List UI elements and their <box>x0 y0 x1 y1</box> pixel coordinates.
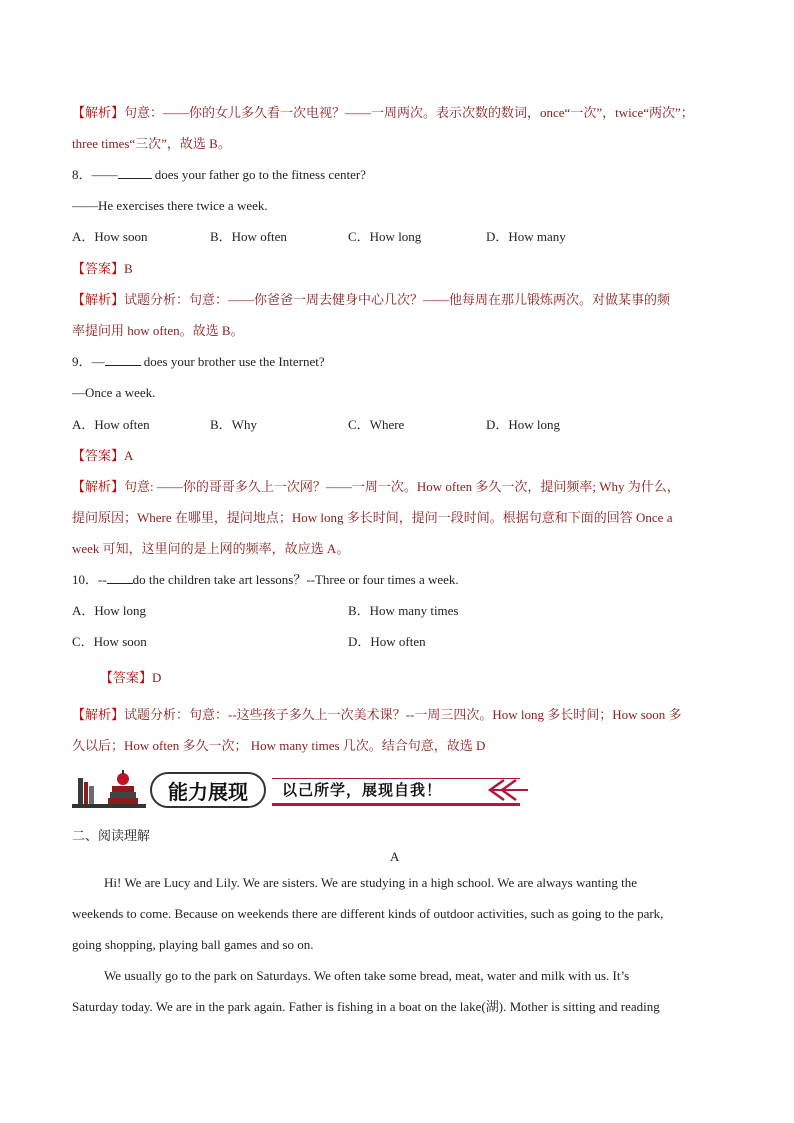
q8-reply: ——He exercises there twice a week. <box>72 198 268 213</box>
q8-option-c: C．How long <box>348 229 422 244</box>
q8-option-a: A．How soon <box>72 229 148 244</box>
q9-option-c: C．Where <box>348 417 405 432</box>
q9-analysis-line2: 提问原因；Where 在哪里，提问地点；How long 多长时间，提问一段时间。根据句意和下面的回答 Once a <box>72 510 673 525</box>
q10-option-a: A．How long <box>72 603 147 618</box>
q8-option-d: D．How many <box>486 229 566 244</box>
q9-answer: 【答案】A <box>72 448 134 463</box>
passage-paragraph2-line1: We usually go to the park on Saturdays. We often take some bread, meat, water and milk with us. It’s <box>104 968 630 983</box>
q9-stem: 9．— does your brother use the Internet? <box>72 354 325 369</box>
passage-paragraph1-line1: Hi! We are Lucy and Lily. We are sisters. We are studying in a high school. We are always wanting the <box>104 875 637 890</box>
arrow-left-icon <box>484 778 528 802</box>
q9-analysis-line1: 【解析】句意: ——你的哥哥多久上一次网？——一周一次。How often 多久一次，提问频率; Why 为什么， <box>72 479 680 494</box>
q10-option-d: D．How often <box>348 634 426 649</box>
passage-paragraph1-line2: weekends to come. Because on weekends there are different kinds of outdoor activities, such as going to the park, <box>72 906 664 921</box>
q8-stem: 8．—— does your father go to the fitness center? <box>72 167 366 182</box>
q10-answer: 【答案】D <box>100 670 162 685</box>
q10-stem: 10．-- do the children take art lessons？--Three or four times a week. <box>72 572 459 587</box>
section-banner <box>72 768 532 810</box>
books-apple-icon <box>72 768 148 810</box>
answer-blank <box>118 166 152 179</box>
passage-paragraph2-line2: Saturday today. We are in the park again. Father is fishing in a boat on the lake(湖). Mother is sitting and reading <box>72 999 660 1014</box>
q9-option-a: A．How often <box>72 417 150 432</box>
q10-option-c: C．How soon <box>72 634 147 649</box>
q7-analysis-line1: 【解析】句意：——你的女儿多久看一次电视？——一周两次。表示次数的数词，once“一次”，twice“两次”； <box>72 105 694 120</box>
q10-analysis-line2: 久以后；How often 多久一次； How many times 几次。结合句意，故选 D <box>72 738 486 753</box>
q8-analysis-line2: 率提问用 how often。故选 B。 <box>72 323 244 338</box>
q10-analysis-line1: 【解析】试题分析：句意：--这些孩子多久上一次美术课？--一周三四次。How long 多长时间；How soon 多 <box>72 707 682 722</box>
banner-title: 能力展现 <box>150 772 266 808</box>
q8-analysis-line1: 【解析】试题分析：句意：——你爸爸一周去健身中心几次？——他每周在那儿锻炼两次。对做某事的频 <box>72 292 671 307</box>
analysis-tag: 【解析】 <box>72 105 125 120</box>
q7-analysis-line2: three times“三次”，故选 B。 <box>72 136 231 151</box>
answer-blank <box>105 353 141 366</box>
banner-slogan: 以己所学，展现自我！ <box>282 781 443 799</box>
passage-paragraph1-line3: going shopping, playing ball games and so on. <box>72 937 314 952</box>
answer-blank <box>107 571 133 584</box>
q9-option-d: D．How long <box>486 417 561 432</box>
q9-option-b: B．Why <box>210 417 257 432</box>
q10-option-b: B．How many times <box>348 603 459 618</box>
q9-analysis-line3: week 可知，这里问的是上网的频率，故应选 A。 <box>72 541 350 556</box>
q8-answer: 【答案】B <box>72 261 133 276</box>
q9-reply: —Once a week. <box>72 385 156 400</box>
section-heading: 二、阅读理解 <box>72 828 151 843</box>
q8-option-b: B．How often <box>210 229 287 244</box>
passage-label: A <box>390 849 400 864</box>
